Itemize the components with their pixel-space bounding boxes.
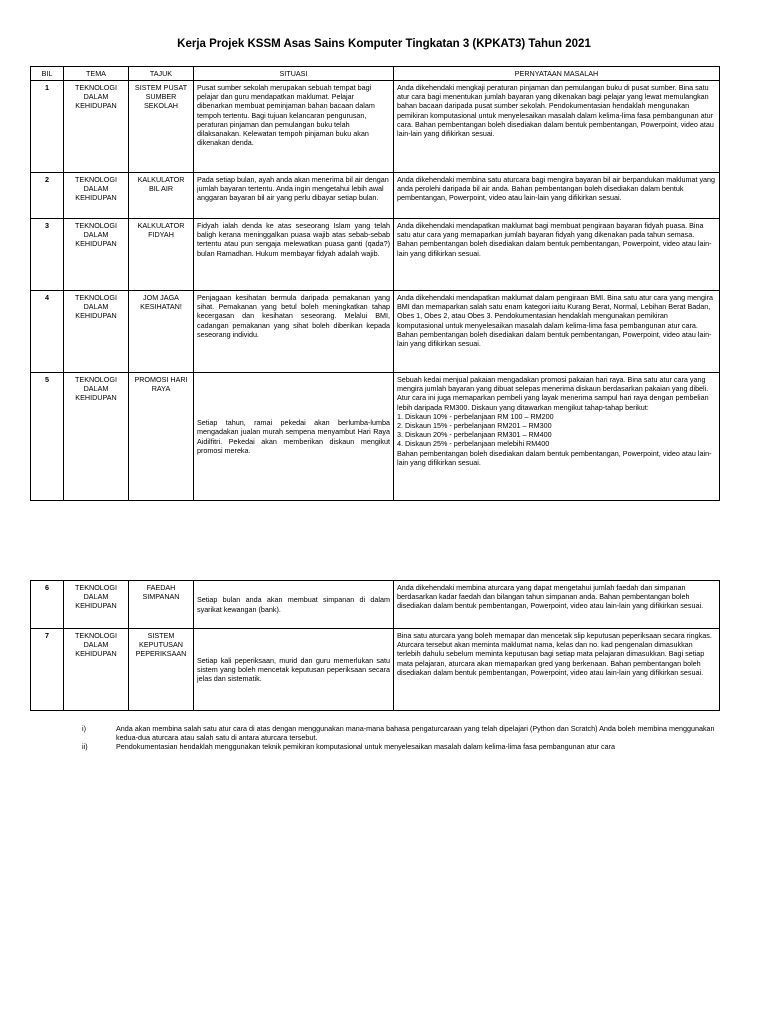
note-text: Anda akan membina salah satu atur cara di atas dengan menggunakan mana-mana bahasa pengaturcaraan yang telah dipelajari (Python dan Scratch) Anda boleh membina menggunakan kedua-dua aturcara atau salah satu di antara aturcara tersebut.	[116, 724, 715, 743]
row-number: 7	[31, 629, 64, 711]
row-tema: TEKNOLOGI DALAM KEHIDUPAN	[64, 173, 129, 219]
header-bil: BIL	[31, 67, 64, 81]
row-number: 3	[31, 219, 64, 291]
row-tajuk: SISTEM PUSAT SUMBER SEKOLAH	[129, 81, 194, 173]
row-tema: TEKNOLOGI DALAM KEHIDUPAN	[64, 373, 129, 501]
row-pernyataan-masalah: Anda dikehendaki mendapatkan maklumat bagi membuat pengiraan bayaran fidyah puasa. Bina satu atur cara yang memaparkan jumlah bayaran fidyah yang dikenakan pada tahun semasa. Bahan pembentangan boleh disediakan dalam bentuk pembentangan, Powerpoint, video atau lain-lain yang difikirkan sesuai.	[394, 219, 720, 291]
row-number: 5	[31, 373, 64, 501]
discount-list	[397, 412, 716, 449]
table-row	[31, 173, 720, 219]
row-pernyataan-masalah: Anda dikehendaki membina aturcara yang dapat mengetahui jumlah faedah dan simpanan berdasarkan kadar faedah dan bilangan tahun simpanan anda. Bahan pembentangan boleh disediakan dalam bentuk pembentangan, Powerpoint, video atau lain-lain yang difikirkan sesuai.	[394, 581, 720, 629]
row-tajuk: SISTEM KEPUTUSAN PEPERIKSAAN	[129, 629, 194, 711]
row-situasi: Setiap kali peperiksaan, murid dan guru memerlukan satu sistem yang boleh mencetak keputusan peperiksaan secara jelas dan sistematik.	[194, 629, 394, 711]
row-number: 1	[31, 81, 64, 173]
header-tajuk: TAJUK	[129, 67, 194, 81]
row-tajuk: KALKULATOR BIL AIR	[129, 173, 194, 219]
note-text: Pendokumentasian hendaklah menggunakan teknik pemikiran komputasional untuk menyelesaikan masalah dalam kelima-lima fasa pembangunan atur cara	[116, 742, 616, 752]
row-situasi: Pada setiap bulan, ayah anda akan menerima bil air dengan jumlah bayaran tertentu. Anda ingin mengetahui lebih awal anggaran bayaran bil air yang perlu dibayar setiap bulan.	[194, 173, 394, 219]
note-marker: i)	[82, 724, 86, 733]
table-row	[31, 219, 720, 291]
row-situasi: Penjagaan kesihatan bermula daripada pemakanan yang sihat. Pemakanan yang betul boleh meningkatkan tahap kecergasan dan kesihatan seseorang. Melalui BMI, cadangan pemakanan yang sihat boleh diberikan kepada seseorang individu.	[194, 291, 394, 373]
row-situasi: Setiap bulan anda akan membuat simpanan di dalam syarikat kewangan (bank).	[194, 581, 394, 629]
row-tema: TEKNOLOGI DALAM KEHIDUPAN	[64, 291, 129, 373]
notes-section	[82, 724, 722, 752]
row-pernyataan-masalah: Anda dikehendaki mendapatkan maklumat dalam pengiraan BMI. Bina satu atur cara yang mengira BMI dan memaparkan salah satu enam kategori iaitu Kurang Berat, Normal, Lebihan Berat Badan, Obes 1, Obes 2, atau Obes 3. Pendokumentasian hendaklah mengunakan pemikiran komputasional untuk menyelesaikan masalah dalam kelima-lima fasa pembangunan atur cara. Bahan pembentangan boleh disediakan dalam bentuk pembentangan, Powerpoint, video atau lain-lain yang difikirkan sesuai.	[394, 291, 720, 373]
row-tema: TEKNOLOGI DALAM KEHIDUPAN	[64, 581, 129, 629]
masalah-intro: Sebuah kedai menjual pakaian mengadakan promosi pakaian hari raya. Bina satu atur cara yang mengira jumlah bayaran yang dibuat selepas menerima diskaun berdasarkan pakaian yang dibeli. Atur cara ini juga memaparkan pembeli yang layak menerima sampul hari raya dengan pembelian lebih daripada RM300. Diskaun yang ditawarkan mengikut tahap-tahap berikut:	[397, 375, 709, 412]
table-row	[31, 291, 720, 373]
discount-item: 4. Diskaun 25% - perbelanjaan melebihi RM400	[397, 439, 550, 449]
row-number: 4	[31, 291, 64, 373]
note-item	[82, 742, 722, 751]
row-number: 6	[31, 581, 64, 629]
note-marker: ii)	[82, 742, 88, 752]
row-tajuk: KALKULATOR FIDYAH	[129, 219, 194, 291]
note-item	[82, 724, 722, 742]
row-tema: TEKNOLOGI DALAM KEHIDUPAN	[64, 629, 129, 711]
project-table	[30, 66, 720, 501]
header-tema: TEMA	[64, 67, 129, 81]
row-tema: TEKNOLOGI DALAM KEHIDUPAN	[64, 219, 129, 291]
header-situasi: SITUASI	[194, 67, 394, 81]
discount-item: 2. Diskaun 15% - perbelanjaan RM201 – RM300	[397, 421, 552, 431]
discount-item: 1. Diskaun 10% - perbelanjaan RM 100 – RM200	[397, 411, 554, 421]
row-tema: TEKNOLOGI DALAM KEHIDUPAN	[64, 81, 129, 173]
row-pernyataan-masalah	[394, 373, 720, 501]
table-row	[31, 81, 720, 173]
row-situasi: Fidyah ialah denda ke atas seseorang Islam yang telah baligh kerana meninggalkan puasa wajib atas sebab-sebab tertentu atau pun sengaja melewatkan puasa ganti (qada?) bulan Ramadhan. Hukum membayar fidyah adalah wajib.	[194, 219, 394, 291]
table-row	[31, 373, 720, 501]
table-row	[31, 629, 720, 711]
row-tajuk: PROMOSI HARI RAYA	[129, 373, 194, 501]
row-pernyataan-masalah: Anda dikehendaki membina satu aturcara bagi mengira bayaran bil air berpandukan maklumat yang anda perolehi daripada bil air anda. Bahan pembentangan boleh disediakan dalam bentuk pembentangan, Powerpoint, video atau lain-lain yang difikirkan sesuai.	[394, 173, 720, 219]
header-pernyataan-masalah: PERNYATAAN MASALAH	[394, 67, 720, 81]
row-situasi: Pusat sumber sekolah merupakan sebuah tempat bagi pelajar dan guru mendapatkan maklumat. Pelajar dibenarkan membuat peminjaman bahan bacaan dalam tempoh tertentu. Bagi tujuan kelancaran pengurusan, peraturan pinjaman dan pemulangan buku telah dilaksanakan. Kelewatan tempoh pinjaman buku akan dikenakan denda.	[194, 81, 394, 173]
row-pernyataan-masalah: Anda dikehendaki mengkaji peraturan pinjaman dan pemulangan buku di pusat sumber. Bina satu atur cara bagi menentukan jumlah bayaran yang dikenakan bagi pelajar yang lewat memulangkan bahan bacaan daripada pusat sumber sekolah. Pendokumentasian hendaklah mengunakan pemikiran komputasional untuk menyelesaikan masalah dalam kelima-lima fasa pembangunan atur cara. Bahan pembentangan boleh disediakan dalam bentuk pembentangan, Powerpoint, video atau lain-lain yang difikirkan sesuai.	[394, 81, 720, 173]
row-situasi: Setiap tahun, ramai pekedai akan berlumba-lumba mengadakan jualan murah sempena menyambut Hari Raya Aidilfitri. Pekedai akan memberikan diskaun mengikut promosi mereka.	[194, 373, 394, 501]
table-row	[31, 581, 720, 629]
row-pernyataan-masalah: Bina satu aturcara yang boleh memapar dan mencetak slip keputusan peperiksaan secara ringkas. Aturcara tersebut akan meminta maklumat nama, kelas dan no. kad pengenalan dimasukkan terlebih dahulu sebelum meminta keputusan bagi setiap mata pelajaran dimasukkan. Bagi setiap mata pelajaran, aturcara akan memaparkan gred yang berkenaan. Bahan pembentangan boleh disediakan dalam bentuk pembentangan, Powerpoint, video atau lain-lain yang difikirkan sesuai.	[394, 629, 720, 711]
row-number: 2	[31, 173, 64, 219]
row-tajuk: FAEDAH SIMPANAN	[129, 581, 194, 629]
project-table-continued	[30, 580, 720, 711]
row-tajuk: JOM JAGA KESIHATAN!	[129, 291, 194, 373]
table-header-row	[31, 67, 720, 81]
document-title: Kerja Projek KSSM Asas Sains Komputer Tingkatan 3 (KPKAT3) Tahun 2021	[177, 38, 591, 50]
discount-item: 3. Diskaun 20% - perbelanjaan RM301 – RM400	[397, 430, 552, 440]
masalah-outro: Bahan pembentangan boleh disediakan dalam bentuk pembentangan, Powerpoint, video atau lain-lain yang difikirkan sesuai.	[397, 448, 712, 467]
